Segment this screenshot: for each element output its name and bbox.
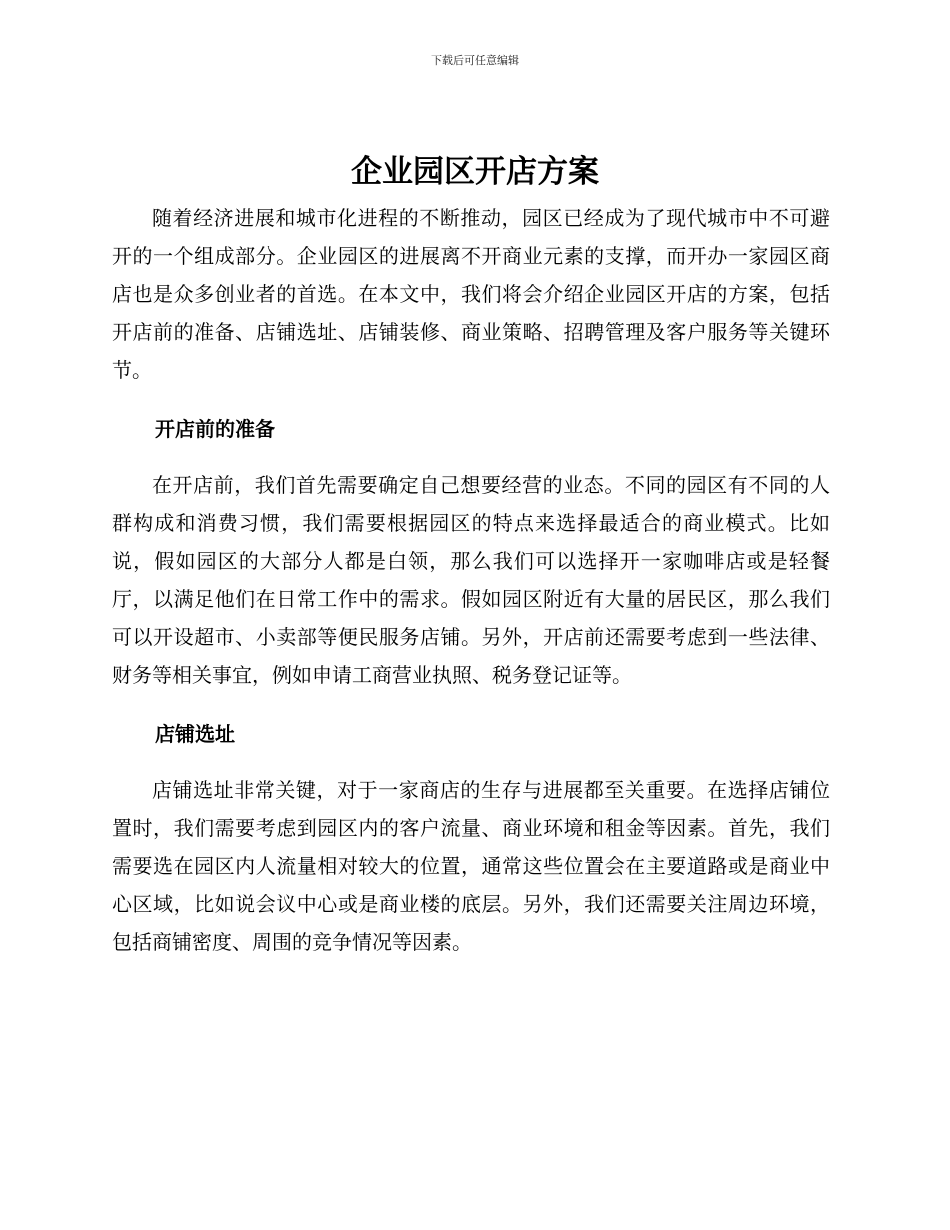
page-header-note: 下载后可任意编辑 — [431, 54, 519, 67]
section-body-preparation: 在开店前，我们首先需要确定自己想要经营的业态。不同的园区有不同的人群构成和消费习惯，我们需要根据园区的特点来选择最适合的商业模式。比如说，假如园区的大部分人都是白领，那么我们可以选择开一家咖啡店或是轻餐厅，以满足他们在日常工作中的需求。假如园区附近有大量的居民区，那么我们可以开设超市、小卖部等便民服务店铺。另外，开店前还需要考虑到一些法律、财务等相关事宜，例如申请工商营业执照、税务登记证等。 — [112, 473, 830, 687]
spacer — [112, 443, 830, 466]
document-title: 企业园区开店方案 — [351, 154, 599, 190]
section-heading-site-selection: 店铺选址 — [155, 722, 235, 746]
document-body — [112, 199, 830, 961]
section-body-site-selection: 店铺选址非常关键，对于一家商店的生存与进展都至关重要。在选择店铺位置时，我们需要考虑到园区内的客户流量、商业环境和租金等因素。首先，我们需要选在园区内人流量相对较大的位置，通常这些位置会在主要道路或是商业中心区域，比如说会议中心或是商业楼的底层。另外，我们还需要关注周边环境，包括商铺密度、周围的竞争情况等因素。 — [112, 778, 830, 954]
intro-paragraph: 随着经济进展和城市化进程的不断推动，园区已经成为了现代城市中不可避开的一个组成部分。企业园区的进展离不开商业元素的支撑，而开办一家园区商店也是众多创业者的首选。在本文中，我们将会介绍企业园区开店的方案，包括开店前的准备、店铺选址、店铺装修、商业策略、招聘管理及客户服务等关键环节。 — [112, 206, 830, 382]
spacer — [112, 694, 830, 720]
spacer — [112, 389, 830, 415]
spacer — [112, 748, 830, 771]
section-heading-preparation: 开店前的准备 — [155, 417, 275, 441]
